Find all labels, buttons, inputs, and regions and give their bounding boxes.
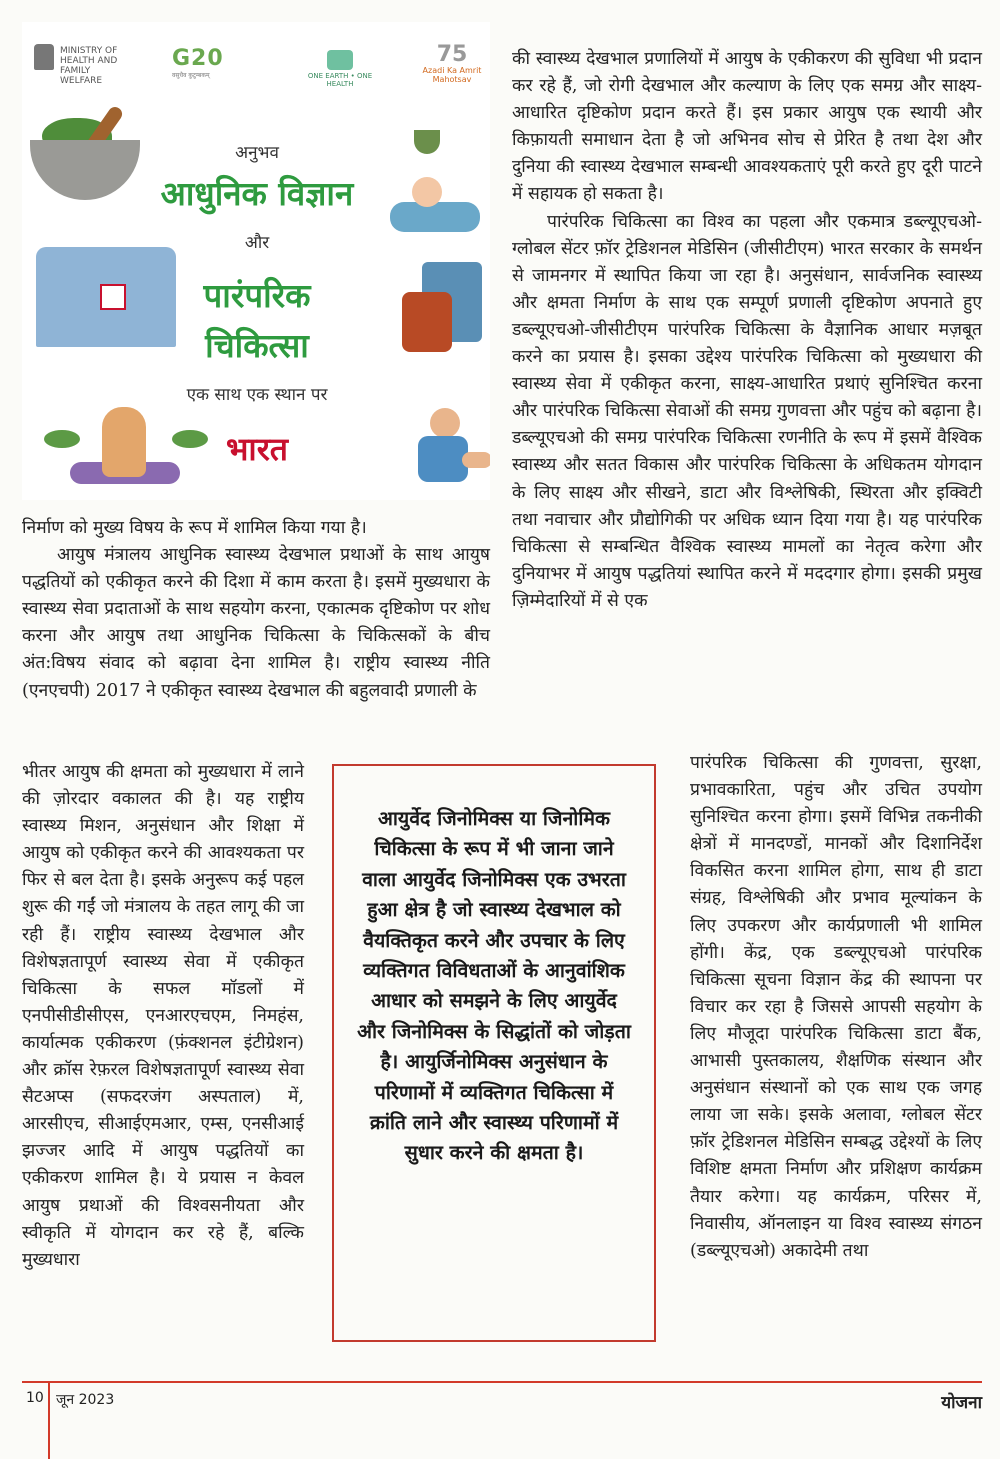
mohfw-logo: MINISTRY OF HEALTH AND FAMILY WELFARE <box>60 46 118 86</box>
poster-line-bharat: भारत <box>225 430 289 468</box>
paragraph: पारंपरिक चिकित्सा का विश्व का पहला और एकमात्र डब्ल्यूएचओ-ग्लोबल सेंटर फ़ॉर ट्रेडिशनल मेडिसिन (जीसीटीएम) भारत सरकार के समर्थन से जामनगर में स्थापित किया जा रहा है। अनुसंधान, सार्वजनिक स्वास्थ्य और क्षमता निर्माण के साथ एक सम्पूर्ण प्रणाली दृष्टिकोण अपनाते हुए डब्ल्यूएचओ-जीसीटीएम पारंपरिक चिकित्सा के वैज्ञानिक आधार मज़बूत करने का प्रयास है। इसका उद्देश्य पारंपरिक चिकित्सा को मुख्यधारा की स्वास्थ्य सेवा में एकीकृत करना, साक्ष्य-आधारित प्रथाएं सुनिश्चित करना और पारंपरिक चिकित्सा सेवाओं की समग्र गुणवत्ता और पहुंच को बढ़ाना है। डब्ल्यूएचओ की समग्र पारंपरिक चिकित्सा रणनीति के रूप में इसमें वैश्विक स्वास्थ्य और सतत विकास और पारंपरिक चिकित्सा के अधिकतम योगदान के लिए साक्ष्य और सीखने, डाटा और विश्लेषिकी, स्थिरता और इक्विटी तथा नवाचार और प्रौद्योगिकी पर अधिक ध्यान दिया गया है। यह पारंपरिक चिकित्सा से सम्बन्धित वैश्विक स्वास्थ्य मामलों का नेतृत्व करेगा और दुनियाभर में आयुष पद्धतियां स्थापित करने में मददगार होगा। इसकी प्रमुख ज़िम्मेदारियों में से एक <box>512 211 982 611</box>
national-emblem-icon <box>34 44 54 70</box>
poster-line-and: और <box>244 233 270 253</box>
right-narrow-column-text <box>690 750 982 1265</box>
poster-line-modern-science: आधुनिक विज्ञान <box>160 174 354 213</box>
poster-line-together: एक साथ एक स्थान पर <box>186 385 328 405</box>
shirodhara-pot-icon <box>414 130 440 154</box>
child-therapy-icon <box>418 436 468 482</box>
medicine-jar-icon <box>402 292 452 352</box>
pull-quote-text: आयुर्वेद जिनोमिक्स या जिनोमिक चिकित्सा के रूप में भी जाना जाने वाला आयुर्वेद जिनोमिक्स एक उभरता हुआ क्षेत्र है जो स्वास्थ्य देखभाल को वैयक्तिकृत करने और उपचार के लिए व्यक्तिगत विविधताओं के आनुवांशिक आधार को समझने के लिए आयुर्वेद और जिनोमिक्स के सिद्धांतों को जोड़ता है। आयुर्जिनोमिक्स अनुसंधान के परिणामों में व्यक्तिगत चिकित्सा में क्रांति लाने और स्वास्थ्य परिणामों में सुधार करने की क्षमता है। <box>357 807 631 1165</box>
pull-quote-box <box>332 764 656 1342</box>
yoga-person-icon <box>102 407 146 477</box>
magazine-name: योजना <box>941 1393 982 1413</box>
g20-logo: G20 वसुधैव कुटुम्बकम् <box>172 46 224 79</box>
page-number: 10 <box>26 1390 44 1406</box>
paragraph: निर्माण को मुख्य विषय के रूप में शामिल किया गया है। <box>22 518 367 538</box>
left-narrow-column-text <box>22 759 304 1274</box>
one-health-logo: ONE EARTH • ONE HEALTH <box>300 50 380 88</box>
footer-divider <box>22 1381 982 1383</box>
hospital-cross-icon <box>100 284 126 310</box>
paragraph: भीतर आयुष की क्षमता को मुख्यधारा में लाने की ज़ोरदार वकालत की है। यह राष्ट्रीय स्वास्थ्य मिशन, अनुसंधान और शिक्षा में आयुष को एकीकृत करने की आवश्यकता पर फिर से बल देता है। इसके अनुरूप कई पहल शुरू की गईं जो मंत्रालय के तहत लागू की जा रही हैं। राष्ट्रीय स्वास्थ्य देखभाल और विशेषज्ञतापूर्ण स्वास्थ्य सेवा में एकीकृत चिकित्सा के सफल मॉडलों में एनपीसीडीसीएस, एनआरएचएम, निमहंस, कार्यात्मक एकीकरण (फ़ंक्शनल इंटीग्रेशन) और क्रॉस रेफ़रल विशेषज्ञतापूर्ण स्वास्थ्य सेवा सैटअप्स (सफदरजंग अस्पताल) में, आरसीएच, सीआईएमआर, एम्स, एनसीआई झज्जर आदि में आयुष पद्धतियों का एकीकरण शामिल है। ये प्रयास न केवल आयुष प्रथाओं की विश्वसनीयता और स्वीकृति में योगदान कर रहे हैं, बल्कि मुख्यधारा <box>22 762 304 1270</box>
poster-line-experience: अनुभव <box>235 143 279 163</box>
spa-towel-icon <box>390 202 480 232</box>
issue-date: जून 2023 <box>56 1392 115 1408</box>
paragraph: पारंपरिक चिकित्सा की गुणवत्ता, सुरक्षा, प्रभावकारिता, पहुंच और उचित उपयोग सुनिश्चित करना होगा। इसमें विभिन्न तकनीकी क्षेत्रों में मानदण्डों, मानकों और दिशानिर्देश विकसित करना शामिल होगा, साथ ही डाटा संग्रह, विश्लेषिकी और प्रभाव मूल्यांकन के लिए उपकरण और कार्यप्रणाली भी शामिल होंगी। केंद्र, एक डब्ल्यूएचओ पारंपरिक चिकित्सा सूचना विज्ञान केंद्र की स्थापना पर विचार कर रहा है जिससे आपसी सहयोग के लिए मौजूदा पारंपरिक चिकित्सा डाटा बैंक, आभासी पुस्तकालय, शैक्षणिक संस्थान और अनुसंधान संस्थानों को एक साथ एक जगह लाया जा सके। इसके अलावा, ग्लोबल सेंटर फ़ॉर ट्रेडिशनल मेडिसिन सम्बद्ध उद्देश्यों के लिए विशिष्ट क्षमता निर्माण और प्रशिक्षण कार्यक्रम तैयार करेगा। यह कार्यक्रम, परिसर में, निवासीय, ऑनलाइन या विश्व स्वास्थ्य संगठन (डब्ल्यूएचओ) अकादेमी तथा <box>690 753 982 1261</box>
paragraph: की स्वास्थ्य देखभाल प्रणालियों में आयुष के एकीकरण की सुविधा भी प्रदान कर रहे हैं, जो रोगी देखभाल और कल्याण के लिए एक समग्र और साक्ष्य-आधारित दृष्टिकोण प्रदान करते हैं। इस प्रकार आयुष एक स्थायी और किफ़ायती समाधान देता है जो अभिनव सोच से प्रेरित है तथा देश और दुनिया की स्वास्थ्य देखभाल सम्बन्धी आवश्यकताएं पूरी करते हुए दूरी पाटने में सहायक हो सकता है। <box>512 49 982 205</box>
right-column-text <box>512 46 982 615</box>
mortar-bowl-icon <box>30 140 140 200</box>
leaf-icon <box>44 430 80 448</box>
poster-line-traditional: पारंपरिक <box>203 276 311 315</box>
health-cross-icon <box>327 50 353 70</box>
left-column-text <box>22 515 490 705</box>
paragraph: आयुष मंत्रालय आधुनिक स्वास्थ्य देखभाल प्रथाओं के साथ आयुष पद्धतियों को एकीकृत करने की दिशा में काम करता है। इसमें मुख्यधारा के स्वास्थ्य सेवा प्रदाताओं के साथ सहयोग करना, एकात्मक दृष्टिकोण पर शोध करना और आयुष तथा आधुनिक चिकित्सा के चिकित्सकों के बीच अंत:विषय संवाद को बढ़ावा देना शामिल है। राष्ट्रीय स्वास्थ्य नीति (एनएचपी) 2017 ने एकीकृत स्वास्थ्य देखभाल की बहुलवादी प्रणाली के <box>22 545 490 701</box>
azadi-ka-amrit-mahotsav-logo: 75 Azadi Ka Amrit Mahotsav <box>422 42 482 84</box>
footer-vertical-rule <box>48 1381 50 1459</box>
poster-line-medicine: चिकित्सा <box>205 326 309 365</box>
poster-illustration <box>22 22 490 500</box>
patient-head-icon <box>412 177 442 207</box>
child-head-icon <box>430 408 460 438</box>
therapist-hand-icon <box>462 452 490 468</box>
